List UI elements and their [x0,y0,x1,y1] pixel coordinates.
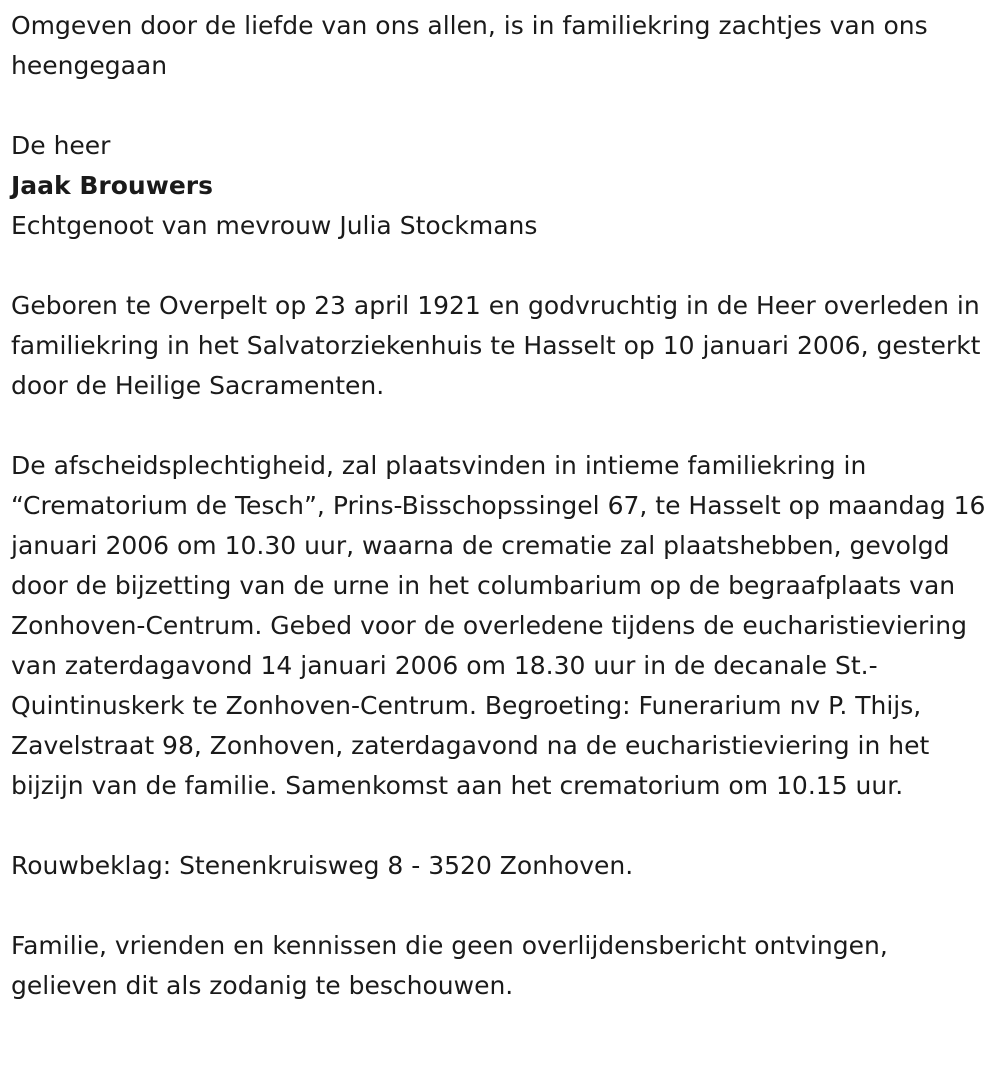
closing-paragraph: Familie, vrienden en kennissen die geen overlijdensbericht ontvingen, gelieven dit als zodanig te beschouwen. [11,931,888,1000]
spacer [11,806,992,846]
birth-death-paragraph: Geboren te Overpelt op 23 april 1921 en godvruchtig in de Heer overleden in familiekring in het Salvatorziekenhuis te Hasselt op 10 januari 2006, gesterkt door de Heilige Sacramenten. [11,291,981,400]
condolence-address: Rouwbeklag: Stenenkruisweg 8 - 3520 Zonhoven. [11,851,634,880]
spouse-line: Echtgenoot van mevrouw Julia Stockmans [11,211,538,240]
deceased-name: Jaak Brouwers [11,171,213,200]
spacer [11,886,992,926]
spacer [11,246,992,286]
honorific: De heer [11,131,111,160]
spacer [11,86,992,126]
obituary-notice [0,6,1000,1006]
intro-text: Omgeven door de liefde van ons allen, is in familiekring zachtjes van ons heengegaan [11,11,928,80]
ceremony-paragraph: De afscheidsplechtigheid, zal plaatsvinden in intieme familiekring in “Crematorium de Tesch”, Prins-Bisschopssingel 67, te Hasselt op maandag 16 januari 2006 om 10.30 uur, waarna de crematie zal plaatshebben, gevolgd door de bijzetting van de urne in het columbarium op de begraafplaats van Zonhoven-Centrum. Gebed voor de overledene tijdens de eucharistieviering van zaterdagavond 14 januari 2006 om 18.30 uur in de decanale St.-Quintinuskerk te Zonhoven-Centrum. Begroeting: Funerarium nv P. Thijs, Zavelstraat 98, Zonhoven, zaterdagavond na de eucharistieviering in het bijzijn van de familie. Samenkomst aan het crematorium om 10.15 uur. [11,451,986,800]
spacer [11,406,992,446]
